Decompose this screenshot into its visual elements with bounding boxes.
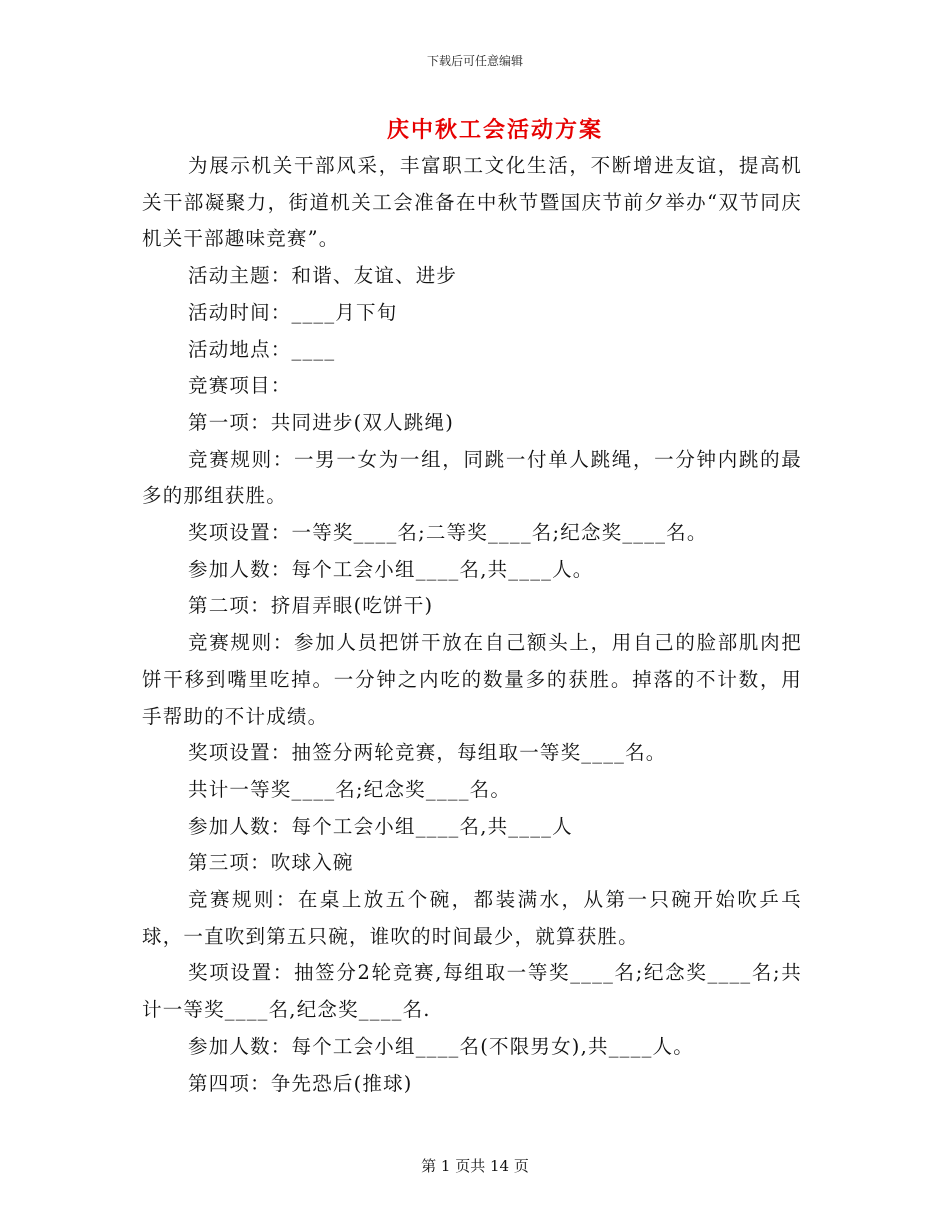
paragraph-event-2-awards-total: 共计一等奖____名;纪念奖____名。 xyxy=(188,777,512,801)
paragraph-event-3-awards: 奖项设置：抽签分2轮竞赛,每组取一等奖____名;纪念奖____名;共计一等奖____名,纪念奖____名. xyxy=(142,961,802,1022)
header-note: 下载后可任意编辑 xyxy=(426,54,523,68)
paragraph-event-2-rules: 竞赛规则：参加人员把饼干放在自己额头上，用自己的脸部肌肉把饼干移到嘴里吃掉。一分钟之内吃的数量多的获胜。掉落的不计数，用手帮助的不计成绩。 xyxy=(142,631,802,728)
paragraph-intro: 为展示机关干部风采，丰富职工文化生活，不断增进友谊，提高机关干部凝聚力，街道机关工会准备在中秋节暨国庆节前夕举办“双节同庆机关干部趣味竞赛”。 xyxy=(142,154,802,251)
paragraph-event-4-title: 第四项：争先恐后(推球) xyxy=(188,1071,413,1095)
document-title: 庆中秋工会活动方案 xyxy=(386,117,603,143)
paragraph-events-heading: 竞赛项目： xyxy=(188,374,292,398)
paragraph-event-1-participants: 参加人数：每个工会小组____名,共____人。 xyxy=(188,557,594,581)
page-number: 第 1 页共 14 页 xyxy=(421,1157,529,1175)
paragraph-event-1-rules: 竞赛规则：一男一女为一组，同跳一付单人跳绳，一分钟内跳的最多的那组获胜。 xyxy=(142,447,802,508)
paragraph-theme: 活动主题：和谐、友谊、进步 xyxy=(188,264,458,288)
document-body xyxy=(142,148,802,1102)
paragraph-event-3-rules: 竞赛规则：在桌上放五个碗，都装满水，从第一只碗开始吹乒乓球，一直吹到第五只碗，谁吹的时间最少，就算获胜。 xyxy=(142,888,802,948)
paragraph-location: 活动地点：____ xyxy=(188,337,336,361)
paragraph-event-2-title: 第二项：挤眉弄眼(吃饼干) xyxy=(188,594,434,618)
paragraph-event-3-participants: 参加人数：每个工会小组____名(不限男女),共____人。 xyxy=(188,1034,694,1058)
paragraph-event-3-title: 第三项：吹球入碗 xyxy=(188,851,354,875)
paragraph-event-2-awards: 奖项设置：抽签分两轮竞赛，每组取一等奖____名。 xyxy=(188,741,667,765)
paragraph-event-1-awards: 奖项设置：一等奖____名;二等奖____名;纪念奖____名。 xyxy=(188,521,708,545)
paragraph-event-1-title: 第一项：共同进步(双人跳绳) xyxy=(188,410,455,434)
paragraph-event-2-participants: 参加人数：每个工会小组____名,共____人 xyxy=(188,814,573,838)
paragraph-time: 活动时间：____月下旬 xyxy=(188,300,398,324)
